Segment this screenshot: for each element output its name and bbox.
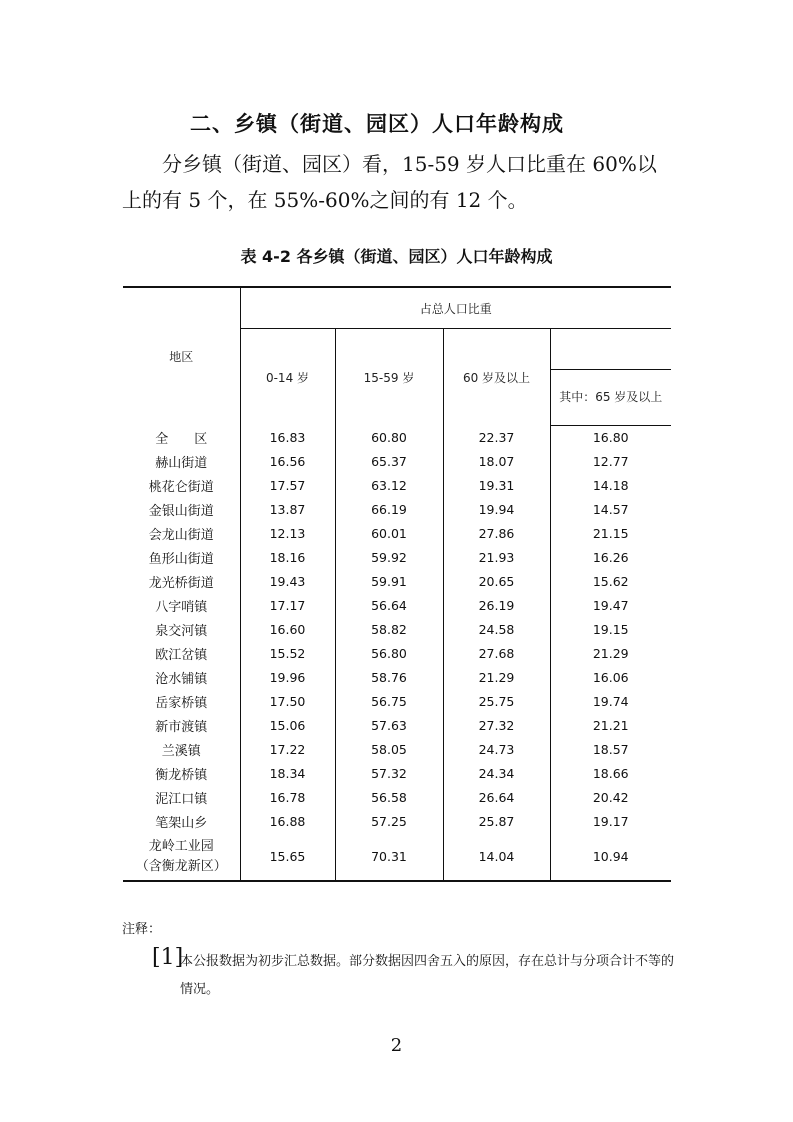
value-15-59: 60.80: [335, 425, 443, 450]
region-cell: 龙光桥街道: [123, 570, 240, 594]
header-60plus: 60 岁及以上: [443, 329, 550, 426]
value-65plus: 19.17: [592, 814, 629, 829]
table-row: [123, 786, 671, 810]
region-line-2: （含衡龙新区）: [135, 858, 227, 874]
value-60plus: 19.31: [443, 474, 550, 498]
region-cell: 赫山街道: [123, 450, 240, 474]
value-0-14: 18.34: [240, 762, 335, 786]
table-row: [123, 762, 671, 786]
table-row: [123, 690, 671, 714]
value-60plus: 20.65: [443, 570, 550, 594]
value-15-59: 58.82: [335, 618, 443, 642]
value-65plus: 18.57: [592, 742, 629, 757]
value-15-59: 58.05: [335, 738, 443, 762]
paragraph-line-1: [122, 146, 674, 182]
value-15-59: 59.92: [335, 546, 443, 570]
value-0-14: 17.50: [240, 690, 335, 714]
value-60plus: 24.34: [443, 762, 550, 786]
value-60plus: 25.87: [443, 810, 550, 834]
region-cell: 桃花仑街道: [123, 474, 240, 498]
paragraph-line-1-text: 分乡镇（街道、园区）看，15-59 岁人口比重在 60%以: [162, 152, 657, 176]
value-65plus: 21.21: [592, 718, 629, 733]
value-65plus: 21.15: [592, 526, 629, 541]
region-cell: 全 区: [123, 425, 240, 450]
value-65plus: 14.18: [592, 478, 629, 493]
value-60plus: 27.32: [443, 714, 550, 738]
value-65plus: 16.06: [592, 670, 629, 685]
region-cell: 鱼形山街道: [123, 546, 240, 570]
value-15-59: 63.12: [335, 474, 443, 498]
value-0-14: 19.96: [240, 666, 335, 690]
value-60plus: 22.37: [443, 425, 550, 450]
table-row: [123, 474, 671, 498]
header-group: 占总人口比重: [240, 287, 671, 329]
value-65plus: 19.74: [592, 694, 629, 709]
value-15-59: 56.80: [335, 642, 443, 666]
note-label: 注释：: [122, 922, 162, 937]
table-row: [123, 666, 671, 690]
value-65plus: 20.42: [592, 790, 629, 805]
value-0-14: 16.60: [240, 618, 335, 642]
age-structure-table: [123, 286, 671, 882]
region-cell: 泥江口镇: [123, 786, 240, 810]
value-60plus: 21.93: [443, 546, 550, 570]
region-cell: 泉交河镇: [123, 618, 240, 642]
header-region: 地区: [123, 287, 240, 425]
value-15-59: 70.31: [335, 834, 443, 881]
value-0-14: 16.78: [240, 786, 335, 810]
table-row: [123, 834, 671, 881]
value-15-59: 57.63: [335, 714, 443, 738]
value-0-14: 15.52: [240, 642, 335, 666]
header-0-14: 0-14 岁: [240, 329, 335, 426]
value-65plus: 12.77: [592, 454, 629, 469]
region-cell: 笔架山乡: [123, 810, 240, 834]
value-0-14: 17.17: [240, 594, 335, 618]
value-60plus: 25.75: [443, 690, 550, 714]
value-65plus: 19.47: [592, 598, 629, 613]
value-0-14: 13.87: [240, 498, 335, 522]
value-60plus: 24.73: [443, 738, 550, 762]
region-cell: 金银山街道: [123, 498, 240, 522]
value-65plus: 16.26: [592, 550, 629, 565]
value-15-59: 56.75: [335, 690, 443, 714]
region-cell: 会龙山街道: [123, 522, 240, 546]
value-15-59: 57.25: [335, 810, 443, 834]
header-65plus: 其中：65 岁及以上: [550, 370, 671, 425]
value-65plus: 10.94: [550, 834, 671, 881]
table-row: [123, 642, 671, 666]
value-60plus: 18.07: [443, 450, 550, 474]
value-15-59: 57.32: [335, 762, 443, 786]
region-cell: 岳家桥镇: [123, 690, 240, 714]
header-15-59: 15-59 岁: [335, 329, 443, 426]
table-title: 表 4-2 各乡镇（街道、园区）人口年龄构成: [240, 247, 553, 266]
value-0-14: 12.13: [240, 522, 335, 546]
value-0-14: 18.16: [240, 546, 335, 570]
value-60plus: 27.86: [443, 522, 550, 546]
region-cell: 衡龙桥镇: [123, 762, 240, 786]
value-60plus: 27.68: [443, 642, 550, 666]
value-15-59: 58.76: [335, 666, 443, 690]
value-60plus: 14.04: [443, 834, 550, 881]
table-row: [123, 522, 671, 546]
value-15-59: 56.64: [335, 594, 443, 618]
value-0-14: 15.06: [240, 714, 335, 738]
table-row: [123, 618, 671, 642]
value-15-59: 60.01: [335, 522, 443, 546]
region-cell: 兰溪镇: [123, 738, 240, 762]
table-row: [123, 570, 671, 594]
value-65plus: 15.62: [592, 574, 629, 589]
value-65plus: 14.57: [592, 502, 629, 517]
page-number: 2: [390, 1035, 403, 1056]
region-cell: 新市渡镇: [123, 714, 240, 738]
value-0-14: 15.65: [240, 834, 335, 881]
value-65plus: 19.15: [592, 622, 629, 637]
value-15-59: 66.19: [335, 498, 443, 522]
value-60plus: 21.29: [443, 666, 550, 690]
table-row: [123, 546, 671, 570]
table-row: [123, 450, 671, 474]
value-65plus: 21.29: [592, 646, 629, 661]
table-row: [123, 714, 671, 738]
region-cell: [123, 834, 240, 881]
table-row: [123, 594, 671, 618]
value-0-14: 17.22: [240, 738, 335, 762]
region-cell: 欧江岔镇: [123, 642, 240, 666]
note-text: 本公报数据为初步汇总数据。部分数据因四舍五入的原因，存在总计与分项合计不等的情况。: [180, 954, 675, 997]
value-0-14: 16.88: [240, 810, 335, 834]
value-60plus: 19.94: [443, 498, 550, 522]
value-0-14: 16.83: [240, 425, 335, 450]
value-60plus: 26.64: [443, 786, 550, 810]
table-row: [123, 425, 671, 450]
value-15-59: 65.37: [335, 450, 443, 474]
value-15-59: 56.58: [335, 786, 443, 810]
value-65plus: 18.66: [592, 766, 629, 781]
value-60plus: 24.58: [443, 618, 550, 642]
region-line-1: 龙岭工业园: [148, 838, 214, 854]
note-mark: [1]: [152, 945, 184, 970]
region-cell: 沧水铺镇: [123, 666, 240, 690]
value-15-59: 59.91: [335, 570, 443, 594]
value-60plus: 26.19: [443, 594, 550, 618]
table-row: [123, 738, 671, 762]
section-title: 二、乡镇（街道、园区）人口年龄构成: [190, 112, 564, 136]
paragraph-line-2: 上的有 5 个，在 55%-60%之间的有 12 个。: [122, 188, 528, 212]
value-65plus: 16.80: [592, 430, 629, 445]
value-0-14: 16.56: [240, 450, 335, 474]
value-0-14: 19.43: [240, 570, 335, 594]
table-row: [123, 810, 671, 834]
value-0-14: 17.57: [240, 474, 335, 498]
table-row: [123, 498, 671, 522]
header-65plus-spacer: [550, 329, 671, 370]
region-cell: 八字哨镇: [123, 594, 240, 618]
